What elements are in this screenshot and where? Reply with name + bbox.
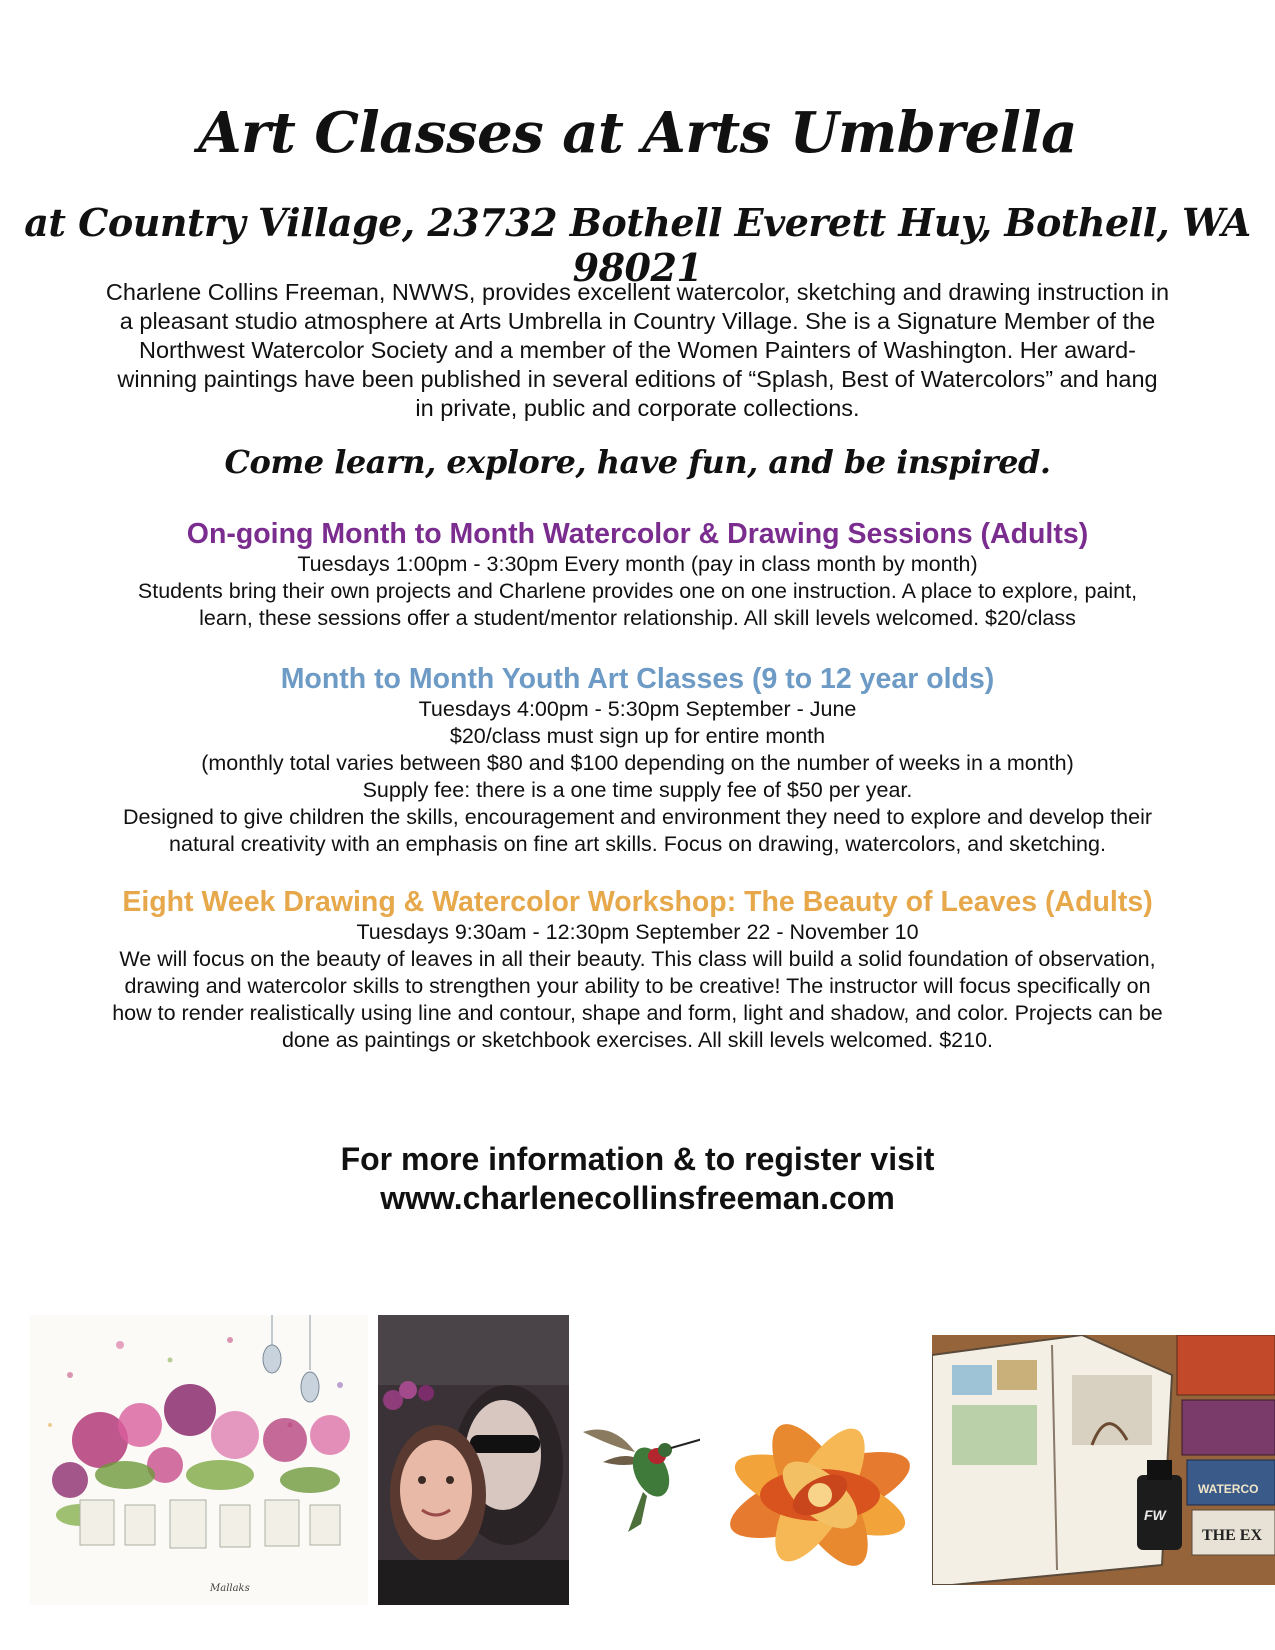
intro-line: a pleasant studio atmosphere at Arts Umbrella in Country Village. She is a Signature Member of the bbox=[119, 308, 1156, 334]
section-line: natural creativity with an emphasis on fine art skills. Focus on drawing, watercolors, and sketching. bbox=[169, 832, 1106, 856]
address-line: at Country Village, 23732 Bothell Everett Huy, Bothell, WA 98021 bbox=[24, 200, 1251, 290]
registration-info bbox=[0, 1140, 1275, 1218]
section-line: learn, these sessions offer a student/mentor relationship. All skill levels welcomed. $20/class bbox=[199, 606, 1076, 630]
page-title: Art Classes at Arts Umbrella bbox=[198, 100, 1077, 166]
painting-signature: Mallaks bbox=[210, 1583, 250, 1594]
portrait-painting-image bbox=[378, 1315, 569, 1605]
book-label-1: WATERCO bbox=[1198, 1482, 1259, 1496]
section-line: We will focus on the beauty of leaves in all their beauty. This class will build a solid foundation of observation, bbox=[119, 947, 1156, 971]
dahlia-painting-svg bbox=[700, 1395, 920, 1575]
intro-paragraph bbox=[70, 278, 1205, 423]
portrait-painting-svg bbox=[378, 1315, 569, 1605]
section-line: $20/class must sign up for entire month bbox=[449, 724, 826, 748]
flowers-painting-image bbox=[30, 1315, 368, 1605]
section-line: Tuesdays 1:00pm - 3:30pm Every month (pay in class month by month) bbox=[297, 552, 978, 576]
website-link[interactable]: www.charlenecollinsfreeman.com bbox=[380, 1180, 895, 1216]
ink-bottle-label: FW bbox=[1144, 1507, 1166, 1523]
intro-line: Charlene Collins Freeman, NWWS, provides excellent watercolor, sketching and drawing instruction in bbox=[105, 279, 1170, 305]
section-leaves-workshop bbox=[60, 885, 1215, 1054]
section-line: Students bring their own projects and Charlene provides one on one instruction. A place to explore, paint, bbox=[137, 579, 1138, 603]
section-line: drawing and watercolor skills to strengthen your ability to be creative! The instructor will focus specifically on bbox=[124, 974, 1151, 998]
sketchbook-painting-svg bbox=[932, 1335, 1275, 1585]
tagline: Come learn, explore, have fun, and be inspired. bbox=[224, 443, 1051, 481]
section-heading: Eight Week Drawing & Watercolor Workshop: The Beauty of Leaves (Adults) bbox=[122, 886, 1153, 918]
sketchbook-painting-image bbox=[932, 1335, 1275, 1585]
section-heading: Month to Month Youth Art Classes (9 to 12 year olds) bbox=[280, 663, 995, 695]
section-line: how to render realistically using line and contour, shape and form, light and shadow, and color. Projects can be bbox=[112, 1001, 1163, 1025]
intro-line: in private, public and corporate collections. bbox=[415, 395, 860, 421]
section-heading: On-going Month to Month Watercolor & Drawing Sessions (Adults) bbox=[186, 518, 1089, 550]
intro-line: Northwest Watercolor Society and a member of the Women Painters of Washington. Her award- bbox=[139, 337, 1136, 363]
dahlia-painting-image bbox=[700, 1395, 920, 1575]
intro-line: winning paintings have been published in several editions of “Splash, Best of Watercolors” and hang bbox=[117, 366, 1158, 392]
section-line: Designed to give children the skills, encouragement and environment they need to explore and develop their bbox=[122, 805, 1153, 829]
section-adult-sessions bbox=[60, 517, 1215, 632]
section-line: done as paintings or sketchbook exercises. All skill levels welcomed. $210. bbox=[281, 1028, 994, 1052]
section-line: Supply fee: there is a one time supply fee of $50 per year. bbox=[362, 778, 913, 802]
section-youth-classes bbox=[60, 662, 1215, 858]
section-line: Tuesdays 4:00pm - 5:30pm September - June bbox=[418, 697, 857, 721]
flowers-painting-svg bbox=[30, 1315, 368, 1605]
section-line: (monthly total varies between $80 and $100 depending on the number of weeks in a month) bbox=[201, 751, 1074, 775]
registration-text: For more information & to register visit bbox=[340, 1141, 935, 1177]
section-line: Tuesdays 9:30am - 12:30pm September 22 - November 10 bbox=[356, 920, 919, 944]
book-label-2: THE EX bbox=[1202, 1527, 1263, 1544]
